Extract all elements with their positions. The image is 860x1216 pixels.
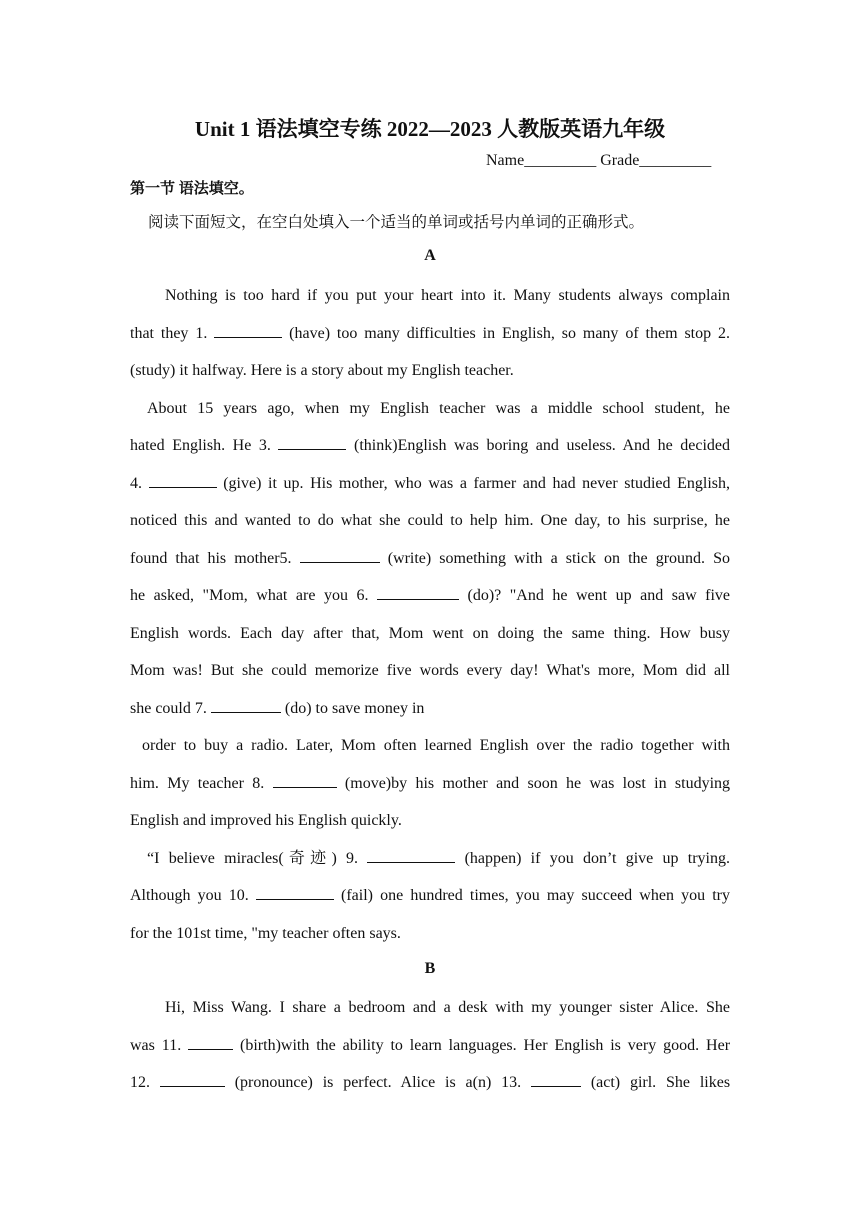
passage-line — [130, 322, 730, 360]
passage-a-label: A — [424, 247, 436, 264]
answer-blank[interactable] — [278, 434, 346, 450]
passage-line — [130, 284, 730, 322]
passage-line — [130, 1071, 730, 1109]
line-text: About 15 years ago, when my English teacher was a middle school student, he — [147, 399, 730, 417]
passage-line — [130, 472, 730, 510]
section-heading: 第一节 语法填空。 — [130, 181, 254, 197]
answer-blank[interactable] — [377, 584, 459, 600]
line-text: (think)English was boring and useless. And he decided — [354, 437, 730, 454]
line-text: (pronounce) is perfect. Alice is a(n) 13. — [234, 1074, 522, 1091]
line-text: Although you 10. — [130, 887, 249, 904]
line-text: Hi, Miss Wang. I share a bedroom and a desk with my younger sister Alice. She — [165, 999, 730, 1016]
line-text: (birth)with the ability to learn languages. Her English is very good. Her — [240, 1036, 731, 1054]
passage-line — [130, 359, 730, 397]
line-text: (fail) one hundred times, you may succeed when you try — [341, 887, 731, 904]
line-text: he asked, "Mom, what are you 6. — [130, 587, 369, 604]
line-text: English and improved his English quickly. — [130, 812, 402, 829]
line-text: found that his mother5. — [130, 549, 292, 567]
line-text: “I believe miracles(奇迹) 9. — [147, 849, 359, 867]
name-grade-line: Name_________ Grade_________ — [486, 152, 712, 169]
line-text: 12. — [130, 1074, 150, 1091]
answer-blank[interactable] — [273, 772, 337, 788]
passage-line — [130, 734, 730, 772]
answer-blank[interactable] — [256, 884, 334, 900]
passage-line — [130, 884, 730, 922]
instructions: 阅读下面短文，在空白处填入一个适当的单词或括号内单词的正确形式。 — [148, 214, 645, 231]
line-text: (happen) if you don’t give up trying. — [464, 849, 730, 867]
passage-line — [130, 996, 730, 1034]
line-text: (give) it up. His mother, who was a farmer and had never studied English, — [223, 474, 731, 492]
passage-a-text — [130, 284, 730, 959]
line-text: Nothing is too hard if you put your heart into it. Many students always complain — [165, 287, 730, 304]
line-text: noticed this and wanted to do what she could to help him. One day, to his surprise, he — [130, 512, 730, 529]
line-text: Mom was! But she could memorize five words every day! What's more, Mom did all — [130, 662, 730, 679]
line-text: (have) too many difficulties in English, so many of them stop 2. — [289, 324, 731, 342]
answer-blank[interactable] — [214, 322, 282, 338]
passage-line — [130, 547, 730, 585]
line-text: (act) girl. She likes — [590, 1074, 731, 1091]
passage-b-label: B — [424, 960, 436, 977]
passage-line — [130, 809, 730, 847]
passage-line — [130, 659, 730, 697]
line-text: (do)? "And he went up and saw five — [467, 587, 731, 604]
passage-line — [130, 397, 730, 435]
passage-b-text — [130, 996, 730, 1109]
passage-line — [130, 922, 730, 960]
passage-line — [130, 697, 730, 735]
answer-blank[interactable] — [160, 1071, 225, 1087]
passage-line — [130, 509, 730, 547]
passage-line — [130, 1034, 730, 1072]
line-text: was 11. — [130, 1036, 182, 1054]
line-text: hated English. He 3. — [130, 437, 271, 454]
passage-line — [130, 584, 730, 622]
line-text: that they 1. — [130, 324, 208, 342]
passage-line — [130, 434, 730, 472]
answer-blank[interactable] — [188, 1034, 233, 1050]
answer-blank[interactable] — [367, 847, 455, 863]
line-text: (write) something with a stick on the ground. So — [387, 549, 731, 567]
page-title: Unit 1 语法填空专练 2022—2023 人教版英语九年级 — [194, 117, 666, 141]
answer-blank[interactable] — [300, 547, 380, 563]
line-text: him. My teacher 8. — [130, 774, 265, 792]
line-text: order to buy a radio. Later, Mom often learned English over the radio together with — [142, 737, 730, 754]
line-text: she could 7. — [130, 699, 207, 717]
passage-line — [130, 772, 730, 810]
answer-blank[interactable] — [149, 472, 217, 488]
line-text: (study) it halfway. Here is a story about my English teacher. — [130, 362, 514, 379]
passage-line — [130, 847, 730, 885]
answer-blank[interactable] — [211, 697, 281, 713]
line-text: for the 101st time, "my teacher often says. — [130, 924, 401, 942]
passage-line — [130, 622, 730, 660]
line-text: 4. — [130, 474, 142, 492]
line-text: (do) to save money in — [284, 699, 425, 717]
answer-blank[interactable] — [531, 1071, 581, 1087]
line-text: English words. Each day after that, Mom went on doing the same thing. How busy — [130, 624, 730, 642]
line-text: (move)by his mother and soon he was lost in studying — [344, 774, 731, 792]
